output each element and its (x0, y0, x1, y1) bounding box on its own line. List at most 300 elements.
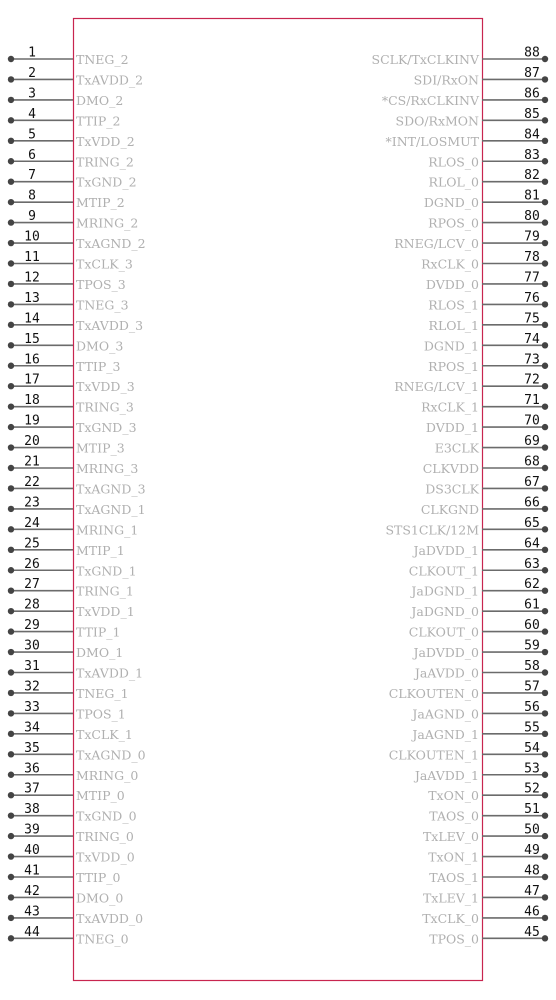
pin-73 (428, 352, 548, 374)
pin-end-dot (8, 751, 14, 757)
pin-number: 79 (524, 229, 540, 245)
pin-name: TRING_0 (76, 829, 134, 845)
pin-name: *INT/LOSMUT (385, 133, 479, 149)
pin-82 (429, 168, 549, 190)
pin-number: 27 (24, 577, 40, 593)
pin-88 (372, 46, 549, 68)
pin-58 (413, 659, 548, 681)
pin-1 (8, 46, 129, 68)
pin-end-dot (8, 894, 14, 900)
pin-67 (425, 475, 548, 497)
pin-number: 24 (24, 515, 40, 531)
pin-number: 34 (24, 720, 40, 736)
pin-name: JaDVDD_1 (413, 542, 479, 558)
pin-77 (426, 270, 548, 292)
pin-72 (394, 373, 548, 395)
pin-end-dot (8, 710, 14, 716)
pin-23 (8, 495, 146, 517)
pin-27 (8, 577, 134, 599)
pin-number: 84 (524, 127, 540, 143)
pin-name: DVDD_0 (425, 276, 479, 292)
pin-number: 37 (24, 781, 40, 797)
pin-number: 54 (524, 740, 540, 756)
pin-end-dot (542, 199, 548, 205)
pin-number: 64 (524, 536, 540, 552)
pin-number: 1 (28, 45, 36, 61)
pin-name: MRING_3 (76, 461, 139, 476)
pin-end-dot (542, 915, 548, 921)
pin-end-dot (8, 444, 14, 450)
pin-end-dot (542, 138, 548, 144)
pin-name: DMO_3 (76, 338, 124, 354)
pin-14 (8, 311, 143, 333)
pin-name: TNEG_2 (76, 52, 129, 67)
pin-name: TxGND_2 (76, 174, 137, 190)
pin-name: TxAGND_3 (76, 481, 146, 497)
pin-16 (8, 352, 121, 374)
pin-number: 19 (24, 413, 40, 429)
pin-end-dot (8, 485, 14, 491)
pin-name: RLOS_0 (428, 154, 479, 170)
pin-end-dot (542, 874, 548, 880)
pin-45 (429, 925, 548, 947)
pin-number: 62 (524, 577, 540, 593)
pin-name: TxGND_0 (76, 808, 137, 824)
pin-name: STS1CLK/12M (385, 522, 479, 538)
pin-end-dot (542, 342, 548, 348)
pin-50 (423, 823, 548, 845)
pin-name: TxLEV_1 (422, 890, 479, 906)
pin-end-dot (8, 240, 14, 246)
pin-12 (8, 270, 126, 292)
pin-48 (429, 864, 548, 886)
pin-number: 55 (524, 720, 540, 736)
pin-name: SDO/RxMON (395, 113, 479, 129)
pin-name: MRING_0 (76, 767, 139, 783)
pin-name: RxCLK_0 (421, 256, 479, 272)
pin-31 (8, 659, 143, 681)
pin-name: TxGND_3 (76, 420, 137, 436)
pin-52 (428, 782, 548, 804)
pin-number: 15 (24, 331, 40, 347)
pin-end-dot (542, 649, 548, 655)
pin-number: 5 (28, 127, 36, 143)
pin-80 (428, 209, 548, 231)
pin-end-dot (542, 833, 548, 839)
pin-number: 75 (524, 311, 540, 327)
pin-number: 58 (524, 659, 540, 674)
pin-18 (8, 393, 134, 415)
pin-name: JaDGND_1 (411, 583, 479, 599)
pin-number: 59 (524, 638, 540, 654)
pin-end-dot (8, 690, 14, 696)
pin-end-dot (542, 792, 548, 798)
pin-6 (8, 148, 134, 170)
pin-name: DGND_1 (423, 338, 479, 354)
pin-name: TNEG_1 (76, 685, 129, 701)
pin-number: 65 (524, 515, 540, 531)
pin-number: 31 (24, 659, 40, 674)
pin-end-dot (8, 179, 14, 185)
pin-15 (8, 332, 124, 354)
pin-19 (8, 414, 137, 436)
pin-61 (409, 598, 548, 620)
pin-name: TTIP_2 (76, 113, 121, 129)
pin-number: 28 (24, 597, 40, 613)
pin-end-dot (542, 97, 548, 103)
pin-end-dot (8, 199, 14, 205)
pin-name: MTIP_1 (76, 542, 125, 558)
pin-number: 82 (524, 168, 540, 184)
pin-name: SDI/RxON (413, 72, 479, 88)
pin-name: E3CLK (434, 440, 479, 456)
pin-number: 18 (24, 393, 40, 409)
pin-10 (8, 230, 146, 252)
pin-name: JaAVDD_0 (414, 665, 479, 681)
pin-68 (423, 455, 548, 477)
pin-number: 33 (24, 699, 40, 715)
pin-number: 20 (24, 434, 40, 450)
pin-end-dot (542, 710, 548, 716)
pin-name: CLKOUTEN_0 (388, 685, 479, 701)
pin-name: TxAVDD_1 (76, 665, 144, 681)
pin-end-dot (542, 608, 548, 614)
ic-body-outline (74, 19, 483, 981)
pin-name: TxCLK_0 (422, 910, 479, 926)
pin-end-dot (8, 649, 14, 655)
pin-number: 74 (524, 331, 540, 347)
pin-end-dot (8, 56, 14, 62)
pin-name: JaAVDD_1 (414, 767, 479, 783)
pin-number: 60 (524, 618, 540, 634)
pin-name: TxLEV_0 (422, 829, 479, 845)
pin-number: 63 (524, 556, 540, 572)
pin-name: CLKOUTEN_1 (388, 747, 479, 763)
pin-name: TTIP_0 (76, 870, 121, 885)
pin-number: 45 (524, 924, 540, 940)
pin-number: 22 (24, 474, 40, 490)
pin-end-dot (8, 403, 14, 409)
pin-end-dot (542, 240, 548, 246)
pin-54 (389, 741, 548, 763)
pin-76 (428, 291, 548, 313)
pin-number: 2 (28, 65, 36, 81)
pin-end-dot (8, 301, 14, 307)
pin-69 (435, 434, 548, 456)
pin-number: 26 (24, 556, 40, 572)
pin-57 (389, 679, 548, 701)
pin-25 (8, 536, 125, 558)
pin-end-dot (8, 260, 14, 266)
pin-name: SCLK/TxCLKINV (371, 52, 479, 67)
pin-4 (8, 107, 121, 129)
pin-name: DVDD_1 (425, 420, 479, 436)
pin-name: TxVDD_1 (76, 604, 135, 620)
pin-name: DMO_2 (76, 92, 124, 108)
pin-number: 6 (28, 147, 36, 163)
pin-71 (421, 393, 548, 415)
pin-name: MRING_1 (76, 522, 139, 538)
pin-number: 7 (28, 168, 36, 184)
pin-end-dot (542, 485, 548, 491)
pin-number: 87 (524, 65, 540, 81)
pin-number: 46 (524, 904, 540, 920)
pin-end-dot (542, 772, 548, 778)
pin-75 (429, 311, 549, 333)
pin-name: TxCLK_1 (76, 726, 133, 742)
pin-number: 67 (524, 474, 540, 490)
pin-name: JaDVDD_0 (413, 645, 479, 661)
pin-end-dot (8, 567, 14, 573)
pin-end-dot (8, 281, 14, 287)
pin-end-dot (542, 383, 548, 389)
pin-name: RNEG/LCV_1 (394, 379, 479, 395)
pin-46 (422, 904, 548, 926)
pin-number: 71 (524, 393, 540, 409)
pin-end-dot (542, 158, 548, 164)
pin-end-dot (8, 772, 14, 778)
pin-name: CLKOUT_0 (408, 624, 479, 640)
pin-number: 44 (24, 924, 40, 940)
pin-end-dot (542, 690, 548, 696)
pin-number: 4 (28, 106, 36, 122)
pin-name: TxAGND_2 (76, 236, 146, 252)
pin-end-dot (542, 853, 548, 859)
pin-40 (8, 843, 135, 865)
pin-number: 77 (524, 270, 540, 286)
pin-name: TxAGND_1 (76, 501, 146, 517)
pin-end-dot (8, 424, 14, 430)
pin-87 (414, 66, 549, 88)
pin-number: 47 (524, 883, 540, 899)
pin-end-dot (8, 342, 14, 348)
pin-42 (8, 884, 124, 906)
pin-number: 50 (524, 822, 540, 838)
pin-number: 40 (24, 843, 40, 859)
pin-end-dot (8, 138, 14, 144)
pin-number: 9 (28, 209, 36, 225)
pin-26 (8, 557, 137, 579)
pin-number: 10 (24, 229, 40, 245)
pin-end-dot (8, 465, 14, 471)
pin-end-dot (8, 219, 14, 225)
pin-number: 73 (524, 352, 540, 368)
pin-number: 11 (24, 250, 40, 265)
pin-number: 66 (524, 495, 540, 511)
pin-end-dot (542, 403, 548, 409)
pin-number: 80 (524, 209, 540, 225)
pin-end-dot (542, 76, 548, 82)
pin-number: 12 (24, 270, 40, 286)
pin-49 (428, 843, 548, 865)
pin-13 (8, 291, 129, 313)
pin-end-dot (542, 301, 548, 307)
pin-65 (385, 516, 548, 538)
pin-name: TxON_0 (428, 788, 479, 804)
pin-name: RPOS_1 (428, 358, 479, 374)
pin-number: 21 (24, 454, 40, 470)
pin-name: TxAVDD_3 (76, 317, 144, 333)
pin-end-dot (8, 363, 14, 369)
pin-number: 48 (524, 863, 540, 879)
pin-name: CLKGND (420, 501, 479, 517)
pin-end-dot (542, 465, 548, 471)
pin-number: 30 (24, 638, 40, 654)
pin-number: 61 (524, 597, 540, 613)
pin-end-dot (8, 731, 14, 737)
pin-number: 14 (24, 311, 40, 327)
pin-end-dot (542, 812, 548, 818)
pin-number: 56 (524, 699, 540, 715)
pin-end-dot (8, 76, 14, 82)
pin-number: 49 (524, 843, 540, 859)
pin-name: MRING_2 (76, 215, 139, 231)
pin-end-dot (8, 915, 14, 921)
pin-name: TxAGND_0 (76, 747, 146, 763)
pin-number: 32 (24, 679, 40, 695)
pin-name: RxCLK_1 (421, 399, 479, 415)
pin-end-dot (8, 812, 14, 818)
pin-number: 53 (524, 761, 540, 777)
pin-name: TxON_1 (428, 849, 479, 865)
pin-name: TxVDD_0 (76, 849, 135, 865)
pin-70 (426, 414, 548, 436)
right-pin-group (372, 46, 549, 947)
pin-end-dot (542, 117, 548, 123)
pin-end-dot (542, 731, 548, 737)
pin-35 (8, 741, 146, 763)
pin-name: TAOS_0 (429, 808, 479, 824)
pin-name: TNEG_0 (76, 931, 129, 947)
pin-end-dot (542, 669, 548, 675)
pin-name: RLOL_0 (428, 174, 479, 190)
pin-number: 38 (24, 802, 40, 818)
pin-86 (382, 86, 548, 108)
pin-33 (8, 700, 126, 722)
pin-end-dot (542, 506, 548, 512)
pin-83 (428, 148, 548, 170)
pin-end-dot (8, 117, 14, 123)
pin-name: TPOS_3 (76, 276, 126, 292)
pin-number: 76 (524, 290, 540, 306)
pin-end-dot (542, 260, 548, 266)
pin-number: 72 (524, 372, 540, 388)
pin-end-dot (8, 158, 14, 164)
pin-end-dot (8, 853, 14, 859)
pin-name: TxGND_1 (76, 563, 137, 579)
pin-end-dot (542, 219, 548, 225)
pin-78 (421, 250, 548, 272)
pin-end-dot (542, 547, 548, 553)
pin-name: TRING_2 (76, 154, 134, 170)
pin-end-dot (8, 628, 14, 634)
pin-name: RPOS_0 (428, 215, 479, 231)
pin-end-dot (8, 547, 14, 553)
pin-end-dot (542, 894, 548, 900)
pin-2 (8, 66, 143, 88)
pin-number: 23 (24, 495, 40, 511)
pin-20 (8, 434, 125, 456)
pin-name: TxVDD_3 (76, 379, 135, 395)
pin-name: JaAGND_0 (412, 706, 479, 722)
pin-number: 68 (524, 454, 540, 470)
pin-43 (8, 904, 143, 926)
pin-number: 57 (524, 679, 540, 695)
pin-60 (409, 618, 548, 640)
pin-end-dot (542, 935, 548, 941)
pin-end-dot (8, 322, 14, 328)
pin-name: CLKVDD (422, 461, 479, 476)
pin-name: MTIP_2 (76, 195, 125, 211)
pin-41 (8, 864, 121, 886)
pin-name: TxAVDD_0 (76, 910, 144, 926)
pin-name: CLKOUT_1 (408, 563, 479, 579)
pin-29 (8, 618, 121, 640)
pin-end-dot (8, 833, 14, 839)
pin-74 (424, 332, 548, 354)
pin-81 (424, 189, 548, 211)
pin-name: DMO_0 (76, 890, 124, 906)
pin-30 (8, 639, 123, 661)
pin-63 (409, 557, 548, 579)
pin-28 (8, 598, 135, 620)
pin-end-dot (542, 322, 548, 328)
pin-38 (8, 802, 137, 824)
pin-79 (394, 230, 548, 252)
pin-end-dot (542, 526, 548, 532)
pin-end-dot (542, 281, 548, 287)
pin-51 (429, 802, 548, 824)
left-pin-group (8, 46, 146, 947)
pin-end-dot (542, 179, 548, 185)
pin-name: TTIP_1 (76, 624, 121, 640)
pin-name: MTIP_0 (76, 788, 125, 804)
pin-number: 52 (524, 781, 540, 797)
pin-34 (8, 720, 133, 742)
pin-53 (413, 761, 548, 783)
pin-end-dot (542, 588, 548, 594)
pin-59 (411, 639, 548, 661)
pin-39 (8, 823, 134, 845)
pin-number: 41 (24, 863, 40, 879)
pin-end-dot (8, 792, 14, 798)
pin-end-dot (8, 506, 14, 512)
pin-number: 42 (24, 883, 40, 899)
pin-number: 70 (524, 413, 540, 429)
pin-number: 35 (24, 740, 40, 756)
pin-name: TNEG_3 (76, 297, 129, 313)
pin-end-dot (542, 424, 548, 430)
pin-name: JaAGND_1 (412, 726, 479, 742)
pin-11 (8, 250, 133, 272)
pin-end-dot (542, 567, 548, 573)
pin-number: 83 (524, 147, 540, 163)
pin-end-dot (8, 588, 14, 594)
pin-name: TxCLK_3 (76, 256, 133, 272)
pin-end-dot (8, 874, 14, 880)
pin-number: 51 (524, 802, 540, 818)
pin-37 (8, 782, 125, 804)
pin-name: TTIP_3 (76, 358, 121, 374)
pin-name: DS3CLK (425, 481, 479, 497)
pin-number: 88 (524, 45, 540, 61)
pin-number: 81 (524, 188, 540, 204)
pin-name: TPOS_0 (429, 931, 479, 947)
pin-22 (8, 475, 146, 497)
pin-end-dot (542, 751, 548, 757)
pin-name: TAOS_1 (429, 870, 479, 885)
pin-5 (8, 127, 135, 149)
